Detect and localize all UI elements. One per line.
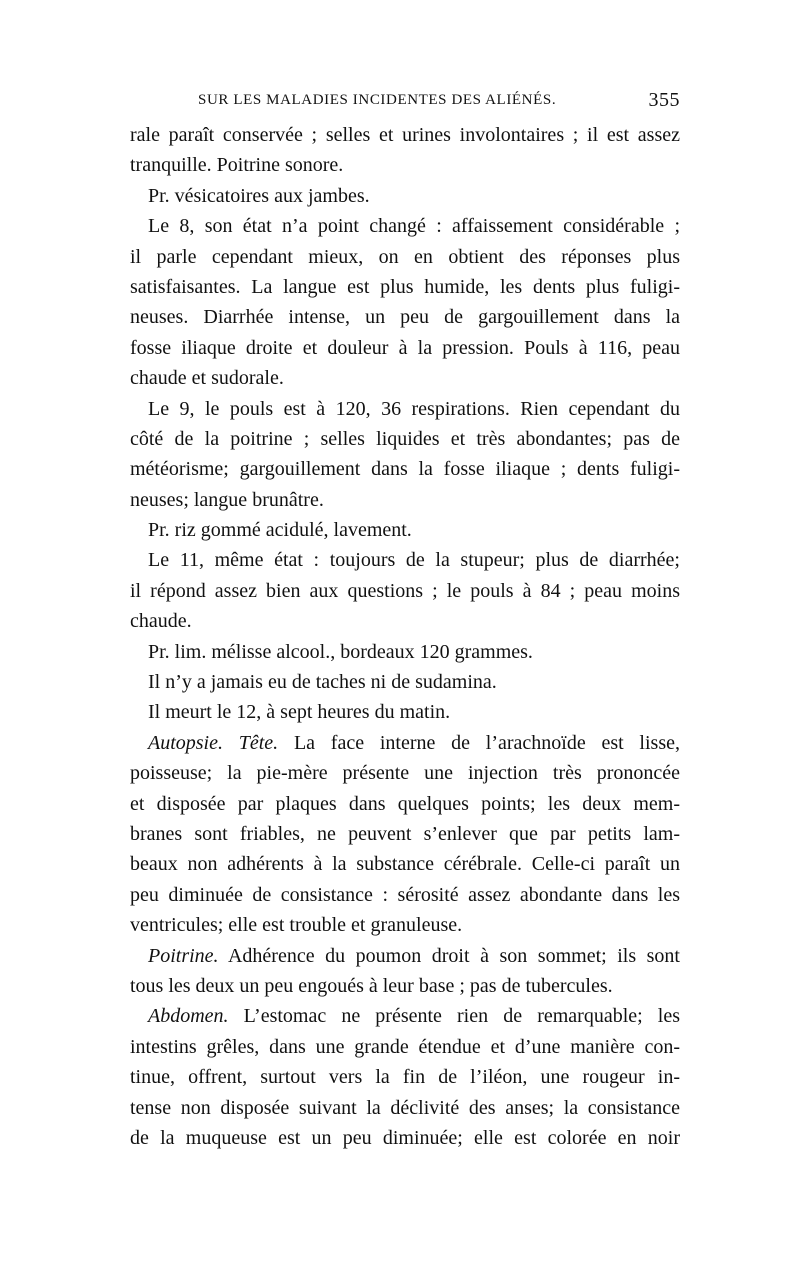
text-line: Le 9, le pouls est à 120, 36 respirations. Rien cependant du: [148, 397, 680, 420]
text-line: côté de la poitrine ; selles liquides et très abondantes; pas de: [130, 427, 680, 450]
text-line: beaux non adhérents à la substance cérébrale. Celle-ci paraît un: [130, 853, 680, 876]
text-line: Il n’y a jamais eu de taches ni de sudamina.: [148, 671, 497, 694]
text-line: rale paraît conservée ; selles et urines involontaires ; il est assez: [130, 124, 680, 146]
text-line: tinue, offrent, surtout vers la fin de l’iléon, une rougeur in-: [130, 1066, 680, 1089]
text-line: Pr. vésicatoires aux jambes.: [148, 184, 370, 207]
text-line: Le 11, même état : toujours de la stupeur; plus de diarrhée;: [148, 549, 680, 572]
text-line: Le 8, son état n’a point changé : affaissement considérable ;: [148, 215, 680, 238]
text-line: ventricules; elle est trouble et granuleuse.: [130, 914, 463, 937]
text-line: et disposée par plaques dans quelques points; les deux mem-: [130, 792, 680, 815]
heading-abdomen: Abdomen.: [148, 1005, 229, 1028]
text-line: de la muqueuse est un peu diminuée; elle est colorée en noir: [130, 1126, 680, 1149]
heading-poitrine: Poitrine.: [148, 944, 219, 967]
text-line: peu diminuée de consistance : sérosité assez abondante dans les: [130, 883, 680, 906]
text-line: il répond assez bien aux questions ; le pouls à 84 ; peau moins: [130, 579, 680, 602]
text-line: neuses; langue brunâtre.: [130, 488, 324, 511]
text-line: Pr. riz gommé acidulé, lavement.: [148, 519, 412, 542]
text-line: tranquille. Poitrine sonore.: [130, 154, 344, 177]
text-line: il parle cependant mieux, on en obtient des réponses plus: [130, 245, 680, 268]
body-text: [130, 120, 680, 1153]
running-title: SUR LES MALADIES INCIDENTES DES ALIÉNÉS.: [198, 92, 557, 108]
text-line-rest: Adhérence du poumon droit à son sommet; ils sont: [227, 944, 680, 967]
text-line: intestins grêles, dans une grande étendue et d’une manière con-: [130, 1035, 680, 1058]
page-number: 355: [648, 89, 680, 111]
text-line: tous les deux un peu engoués à leur base ; pas de tubercules.: [130, 974, 613, 997]
heading-autopsie-tete: Autopsie. Tête.: [148, 731, 279, 754]
text-line: Il meurt le 12, à sept heures du matin.: [148, 701, 451, 724]
running-header: [130, 89, 680, 114]
text-line: poisseuse; la pie-mère présente une injection très prononcée: [130, 762, 680, 785]
text-line: neuses. Diarrhée intense, un peu de gargouillement dans la: [130, 306, 680, 329]
text-line: météorisme; gargouillement dans la fosse iliaque ; dents fuligi-: [130, 458, 680, 481]
text-line: branes sont friables, ne peuvent s’enlever que par petits lam-: [130, 822, 680, 845]
text-line: chaude.: [130, 610, 192, 633]
text-line: satisfaisantes. La langue est plus humide, les dents plus fuligi-: [130, 275, 680, 298]
text-line: fosse iliaque droite et douleur à la pression. Pouls à 116, peau: [130, 336, 680, 359]
text-line: tense non disposée suivant la déclivité des anses; la consistance: [130, 1096, 680, 1119]
text-line-abdomen: [130, 1001, 680, 1031]
text-line-rest: L’estomac ne présente rien de remarquable; les: [243, 1005, 681, 1028]
text-line-autopsie: [130, 728, 680, 758]
text-line: chaude et sudorale.: [130, 367, 284, 390]
text-line-poitrine: [130, 941, 680, 971]
text-line: Pr. lim. mélisse alcool., bordeaux 120 grammes.: [148, 640, 533, 663]
text-line-rest: La face interne de l’arachnoïde est lisse,: [293, 731, 680, 754]
